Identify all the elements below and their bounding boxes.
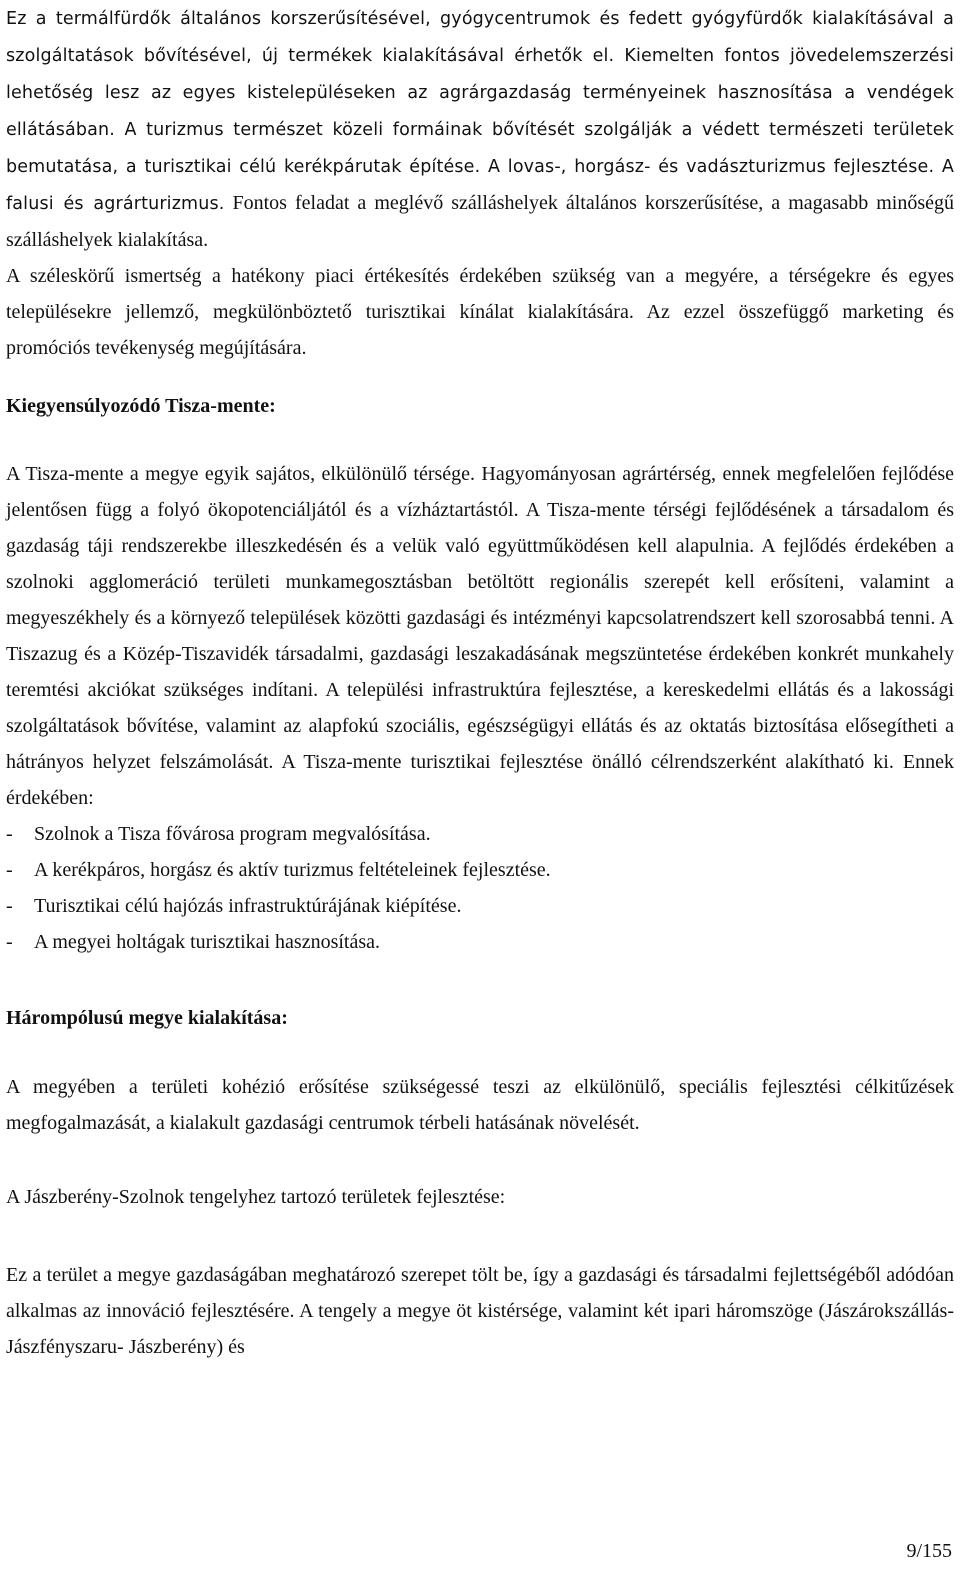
intro-text-sans: Ez a termálfürdők általános korszerűsítésével, gyógycentrumok és fedett gyógyfürdők kialakításával a szolgáltatások bővítésével, új termékek kialakításával érhetők el. Kiemelten fontos jövedelemszerzési lehetőség lesz az egyes kistelepüléseken az agrárgazdaság terményeinek hasznosítása a vendégek ellátásában. A turizmus természet közeli formáinak bővítését szolgálják a védett természeti területek bemutatása, a turisztikai célú kerékpárutak építése. A lovas-, horgász- és vadászturizmus fejlesztése. A falusi és agrárturizmus. [6,9,954,214]
list-item-text: Szolnok a Tisza fővárosa program megvalósítása. [34,823,431,845]
list-item-text: Turisztikai célú hajózás infrastruktúrájának kiépítése. [34,895,462,917]
document-page [6,0,954,1365]
list-item [6,924,954,960]
list-marker: - [6,931,13,953]
intro-paragraph [6,0,954,258]
list-item [6,852,954,888]
list-item [6,816,954,852]
tisza-list [6,816,954,960]
jaszbereny-subheading: A Jászberény-Szolnok tengelyhez tartozó területek fejlesztése: [6,1186,506,1208]
harompolusu-paragraph: A megyében a területi kohézió erősítése szükségessé teszi az elkülönülő, speciális fejlesztési célkitűzések megfogalmazását, a kialakult gazdasági centrumok térbeli hatásának növelését. [6,1076,954,1134]
list-item-text: A megyei holtágak turisztikai hasznosítása. [34,931,381,953]
section-heading-tisza: Kiegyensúlyozódó Tisza-mente: [6,395,276,417]
page-number: 9/155 [906,1540,952,1562]
list-item [6,888,954,924]
list-marker: - [6,823,13,845]
intro-text-serif: Fontos feladat a meglévő szálláshelyek általános korszerűsítése, a magasabb minőségű szálláshelyek kialakítása. [6,192,954,251]
marketing-paragraph: A széleskörű ismertség a hatékony piaci értékesítés érdekében szükség van a megyére, a térségekre és egyes településekre jellemző, megkülönböztető turisztikai kínálat kialakítására. Az ezzel összefüggő marketing és promóciós tevékenység megújítására. [6,265,954,359]
list-marker: - [6,895,13,917]
tisza-paragraph: A Tisza-mente a megye egyik sajátos, elkülönülő térsége. Hagyományosan agrártérség, ennek megfelelően fejlődése jelentősen függ a folyó ökopotenciáljától és a vízháztartástól. A Tisza-mente térségi fejlődésének a társadalom és gazdaság táji rendszerekbe illeszkedésén és a velük való együttműködésen kell alapulnia. A fejlődés érdekében a szolnoki agglomeráció területi munkamegosztásban betöltött regionális szerepét kell erősíteni, valamint a megyeszékhely és a környező települések közötti gazdasági és intézményi kapcsolatrendszert kell szorosabbá tenni. A Tiszazug és a Közép-Tiszavidék társadalmi, gazdasági leszakadásának megszüntetése érdekében konkrét munkahely teremtési akciókat szükséges indítani. A települési infrastruktúra fejlesztése, a kereskedelmi ellátás és a lakossági szolgáltatások bővítése, valamint az alapfokú szociális, egészségügyi ellátás és az oktatás biztosítása elősegítheti a hátrányos helyzet felszámolását. A Tisza-mente turisztikai fejlesztése önálló célrendszerként alakítható ki. Ennek érdekében: [6,463,954,809]
section-heading-harompolusu: Hárompólusú megye kialakítása: [6,1007,288,1029]
list-marker: - [6,859,13,881]
list-item-text: A kerékpáros, horgász és aktív turizmus feltételeinek fejlesztése. [34,859,551,881]
jaszbereny-paragraph: Ez a terület a megye gazdaságában meghatározó szerepet tölt be, így a gazdasági és társadalmi fejlettségéből adódóan alkalmas az innováció fejlesztésére. A tengely a megye öt kistérsége, valamint két ipari háromszöge (Jászárokszállás- Jászfényszaru- Jászberény) és [6,1264,954,1358]
